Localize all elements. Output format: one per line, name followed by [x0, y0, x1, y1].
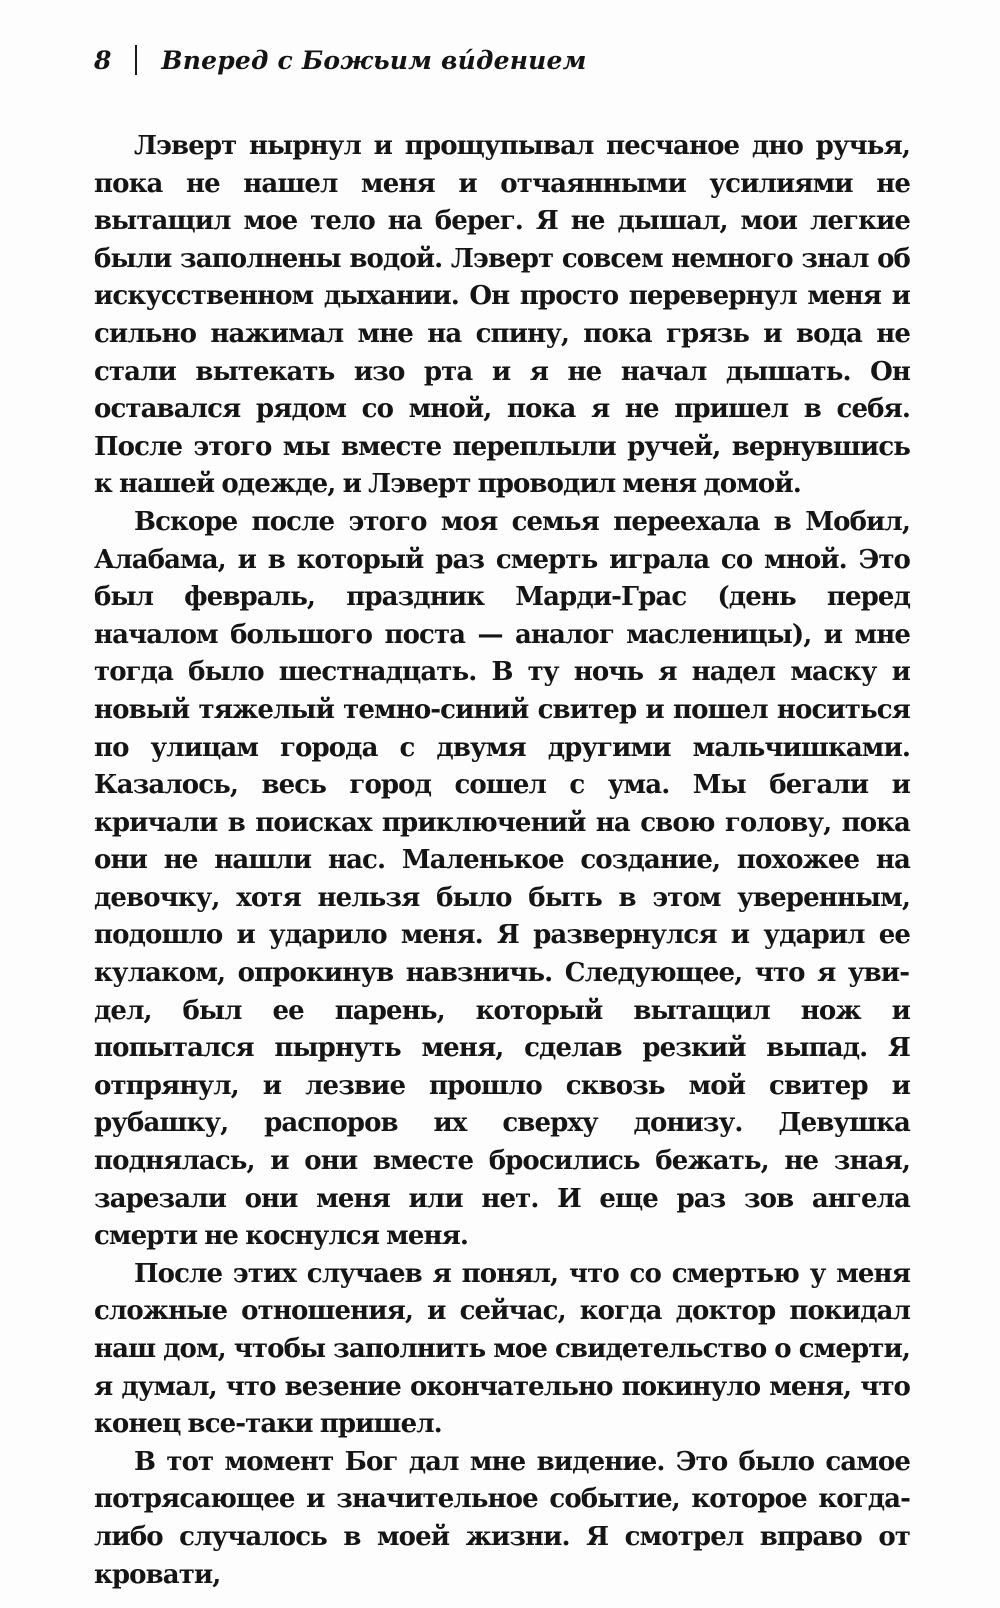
- paragraph: После этих случаев я понял, что со смертью у меня сложные отношения, и сейчас, когда доктор покидал наш дом, чтобы заполнить мое свидетельство о смерти, я думал, что везение окончательно покинуло меня, что конец все-таки пришел.: [94, 1258, 910, 1440]
- page-number: 8: [94, 45, 112, 75]
- book-title: Вперед с Божьим вúдением: [161, 45, 587, 75]
- body-text: [94, 128, 910, 1594]
- header-divider: [135, 45, 137, 75]
- paragraph: В тот момент Бог дал мне видение. Это было самое потрясающее и значительное событие, которое когда-либо случалось в моей жизни. Я смотрел вправо от кровати,: [94, 1446, 910, 1590]
- paragraph: Вскоре после этого моя семья переехала в Мобил, Алабама, и в который раз смерть играла со мной. Это был февраль, праздник Марди-Грас (день перед началом большого поста — аналог масленицы), и мне тогда было шестнадцать. В ту ночь я надел маску и новый тяжелый темно-синий свитер и пошел носиться по улицам города с двумя другими мальчишками. Казалось, весь город сошел с ума. Мы бегали и кричали в поисках приключений на свою голову, пока они не нашли нас. Маленькое создание, похожее на девочку, хотя нельзя было быть в этом уверенным, подошло и ударило меня. Я развернулся и ударил ее кулаком, опрокинув навзничь. Следующее, что я увидел, был ее парень, который вытащил нож и попытался пырнуть меня, сделав резкий выпад. Я отпрянул, и лезвие прошло сквозь мой свитер и рубашку, распоров их сверху донизу. Девушка поднялась, и они вместе бросились бежать, не зная, зарезали они меня или нет. И еще раз зов ангела смерти не коснулся меня.: [94, 506, 910, 1252]
- paragraph: Лэверт нырнул и прощупывал песчаное дно ручья, пока не нашел меня и отчаянными усилиями не вытащил мое тело на берег. Я не дышал, мои легкие были заполнены водой. Лэверт совсем немного знал об искусственном дыхании. Он просто перевернул меня и сильно нажимал мне на спину, пока грязь и вода не стали вытекать изо рта и я не начал дышать. Он оставался рядом со мной, пока я не пришел в себя. После этого мы вместе переплыли ручей, вернувшись к нашей одежде, и Лэверт проводил меня домой.: [94, 131, 910, 500]
- running-header: [94, 40, 587, 80]
